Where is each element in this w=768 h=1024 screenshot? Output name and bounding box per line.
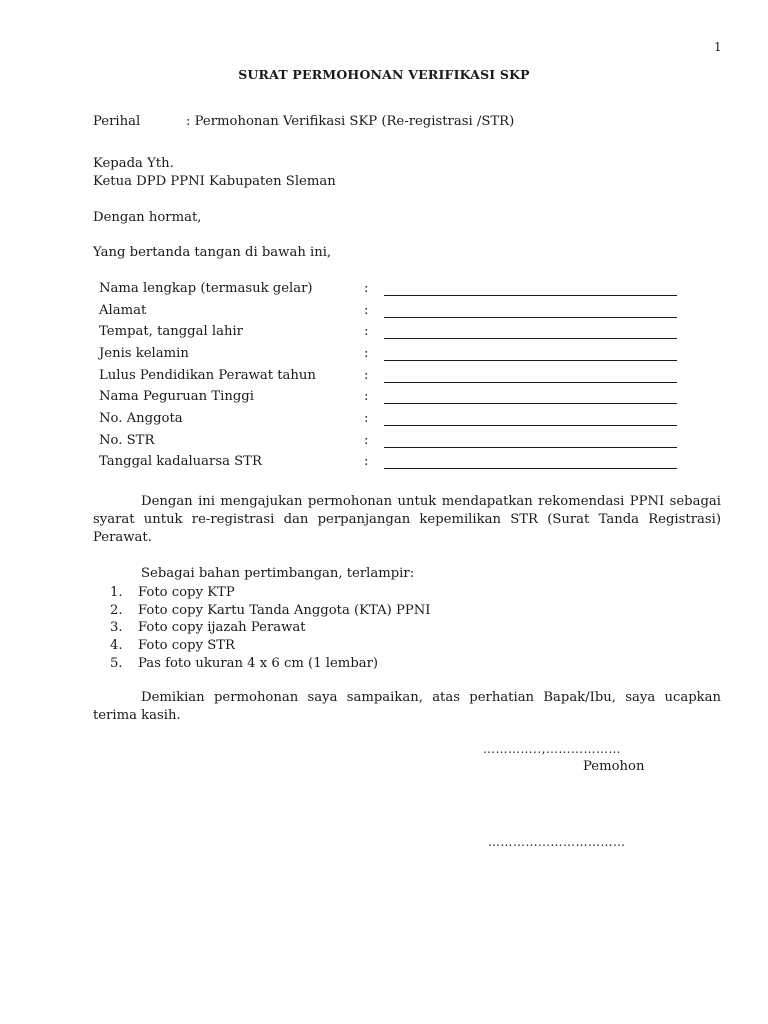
body-paragraph-text: Dengan ini mengajukan permohonan untuk mendapatkan rekomendasi PPNI sebagai syarat untuk re-registrasi dan perpanjangan kepemilikan STR (Surat Tanda Registrasi) Perawat.	[93, 494, 721, 545]
field-colon: :	[364, 368, 369, 383]
field-colon: :	[364, 389, 369, 404]
body-paragraph	[93, 493, 721, 547]
list-item-number: 5.	[110, 655, 123, 671]
list-item-number: 3.	[110, 620, 123, 636]
addressee-line-2: Ketua DPD PPNI Kabupaten Sleman	[93, 174, 336, 189]
field-blank-line[interactable]	[384, 425, 677, 426]
document-title: SURAT PERMOHONAN VERIFIKASI SKP	[238, 67, 530, 82]
field-blank-line[interactable]	[384, 468, 677, 469]
list-item-number: 4.	[110, 638, 123, 654]
list-item-text: Foto copy Kartu Tanda Anggota (KTA) PPNI	[138, 602, 431, 618]
list-item-text: Foto copy STR	[138, 638, 235, 654]
field-colon: :	[364, 303, 369, 318]
signature-role: Pemohon	[583, 759, 645, 774]
greeting: Dengan hormat,	[93, 210, 202, 225]
list-item-text: Pas foto ukuran 4 x 6 cm (1 lembar)	[138, 655, 379, 671]
list-item-text: Foto copy ijazah Perawat	[138, 620, 306, 636]
field-label: Alamat	[99, 303, 147, 318]
field-label: No. STR	[99, 433, 155, 448]
field-blank-line[interactable]	[384, 317, 677, 318]
page-number: 1	[714, 40, 722, 54]
perihal-label: Perihal	[93, 114, 141, 129]
field-blank-line[interactable]	[384, 295, 677, 296]
field-blank-line[interactable]	[384, 338, 677, 339]
field-colon: :	[364, 324, 369, 339]
field-label: Tanggal kadaluarsa STR	[99, 454, 262, 469]
closing-text: Demikian permohonan saya sampaikan, atas perhatian Bapak/Ibu, saya ucapkan terima kasih.	[93, 690, 721, 723]
field-blank-line[interactable]	[384, 447, 677, 448]
intro-text: Yang bertanda tangan di bawah ini,	[93, 245, 332, 260]
field-colon: :	[364, 454, 369, 469]
field-label: Nama Peguruan Tinggi	[99, 389, 254, 404]
list-item-number: 2.	[110, 602, 123, 618]
field-blank-line[interactable]	[384, 360, 677, 361]
field-colon: :	[364, 411, 369, 426]
field-colon: :	[364, 281, 369, 296]
field-blank-line[interactable]	[384, 403, 677, 404]
signature-name-line: ……………………………	[488, 835, 626, 849]
list-item-number: 1.	[110, 585, 123, 600]
field-colon: :	[364, 346, 369, 361]
field-label: Jenis kelamin	[99, 346, 189, 361]
attachments-intro: Sebagai bahan pertimbangan, terlampir:	[141, 566, 415, 581]
signature-place-date: …………..,………………	[483, 742, 621, 756]
perihal-value: : Permohonan Verifikasi SKP (Re-registrasi /STR)	[186, 114, 515, 129]
field-label: Nama lengkap (termasuk gelar)	[99, 281, 313, 296]
addressee-line-1: Kepada Yth.	[93, 156, 174, 171]
field-blank-line[interactable]	[384, 382, 677, 383]
field-colon: :	[364, 433, 369, 448]
field-label: Lulus Pendidikan Perawat tahun	[99, 368, 316, 383]
list-item-text: Foto copy KTP	[138, 585, 235, 600]
field-label: Tempat, tanggal lahir	[99, 324, 243, 339]
field-label: No. Anggota	[99, 411, 183, 426]
closing-paragraph	[93, 689, 721, 725]
